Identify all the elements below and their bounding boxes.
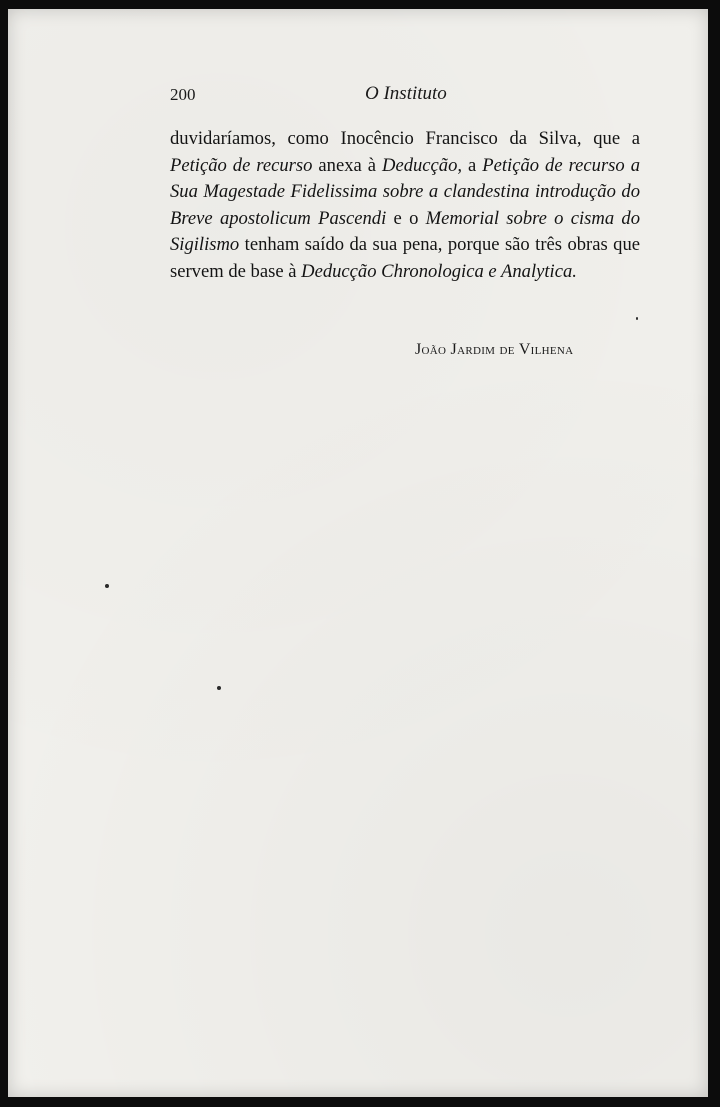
text-segment: duvidaríamos, como Inocêncio Francisco da Silva, que a — [170, 128, 640, 149]
text-segment: e o — [386, 207, 426, 229]
ink-speck — [636, 317, 638, 320]
ink-speck — [105, 584, 109, 588]
text-segment: anexa à — [312, 154, 383, 176]
italic-title-deduccao: Deducção, — [382, 154, 463, 176]
italic-title-petition: Petição de recurso — [170, 154, 313, 176]
body-paragraph — [170, 126, 640, 286]
journal-title: O Instituto — [365, 83, 447, 104]
text-segment: a — [462, 154, 483, 176]
page-number: 200 — [170, 85, 196, 104]
italic-title-peticao-magestade: Petição de recurso a Sua Magestade Fidelissima sobre a clandestina introdução do Breve apostolicum Pascendi — [170, 154, 640, 229]
running-header — [170, 83, 636, 107]
author-signature: João Jardim de Vilhena — [415, 341, 574, 358]
ink-speck — [217, 686, 221, 690]
text-segment: tenham saído da sua pena, porque são três obras que servem de base à — [170, 234, 640, 282]
italic-title-deduccao-chronologica: Deducção Chronologica e Analytica. — [301, 260, 577, 282]
italic-title-memorial: Memorial sobre o cisma do Sigilismo — [170, 207, 641, 256]
